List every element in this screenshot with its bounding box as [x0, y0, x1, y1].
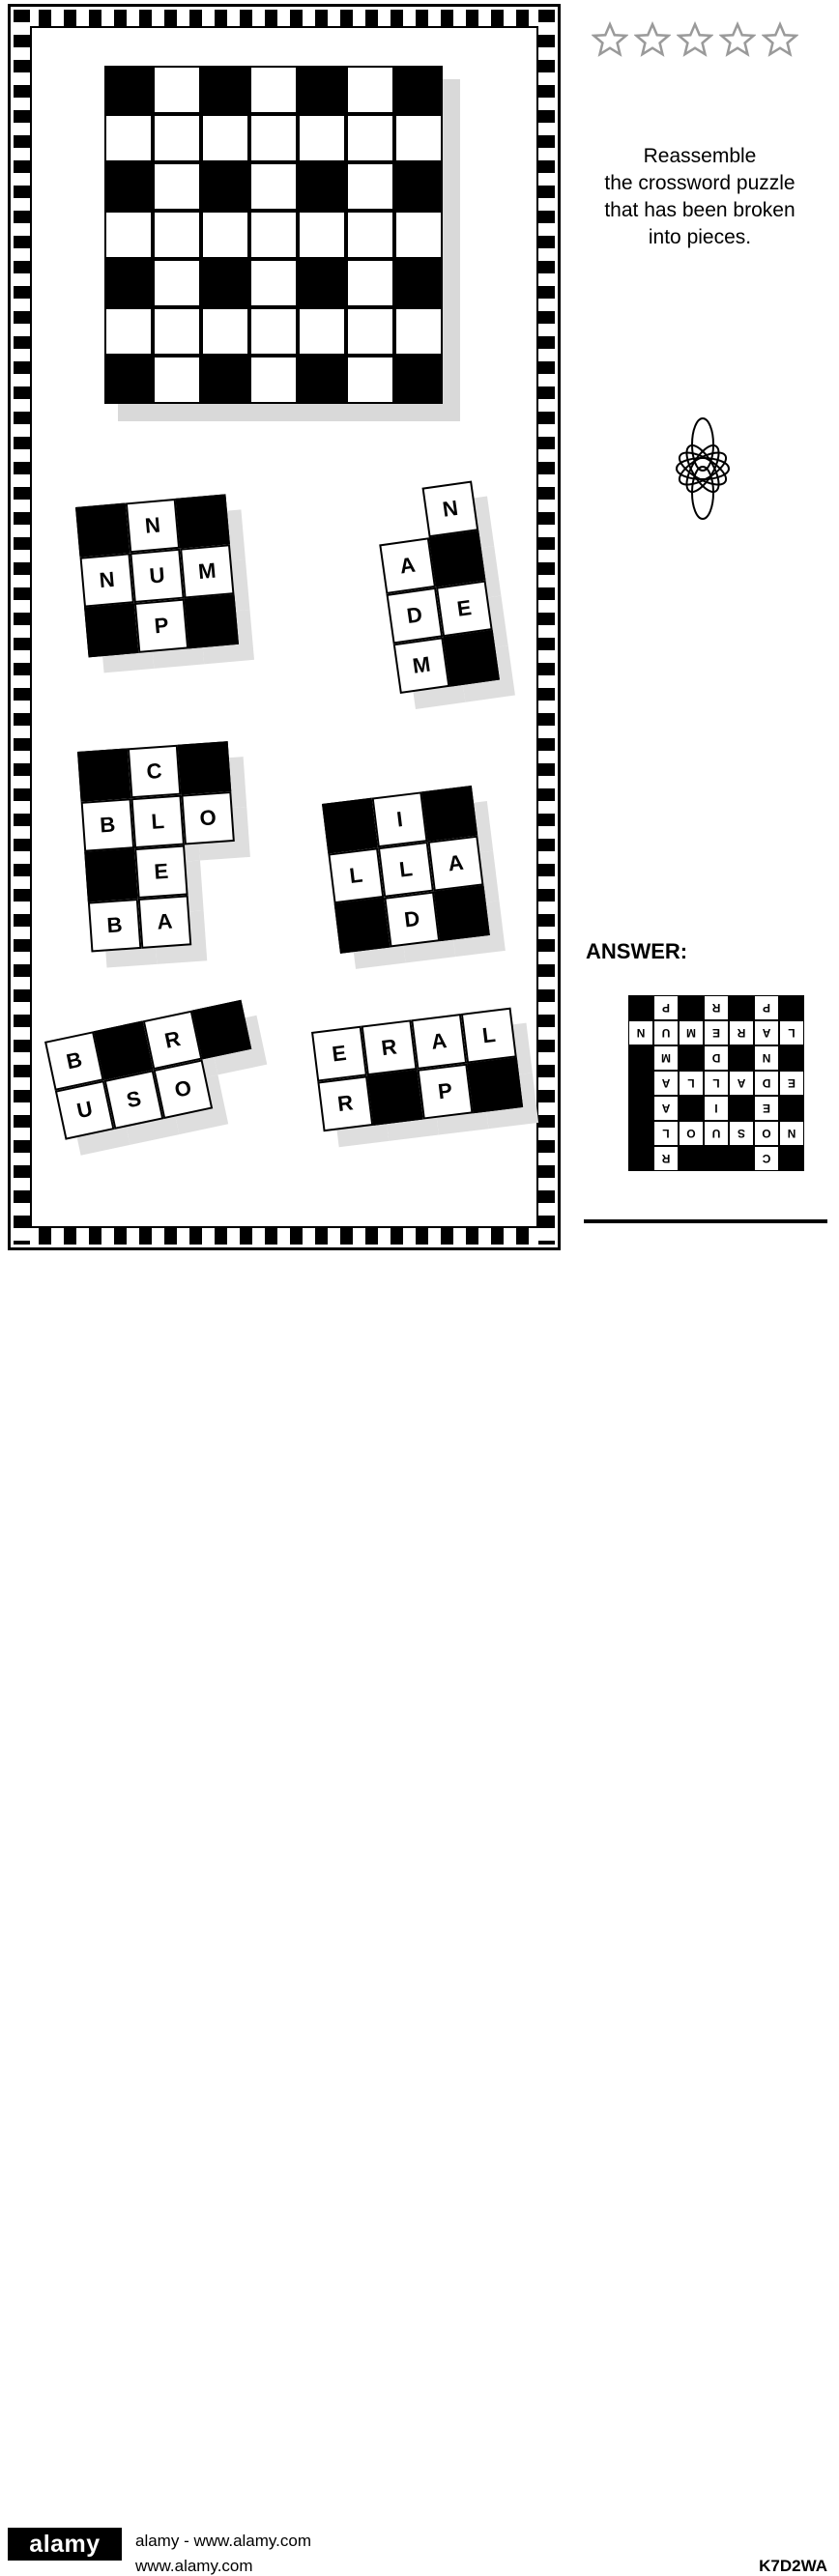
answer-label: ANSWER:	[586, 939, 688, 963]
grid-cell[interactable]	[201, 307, 249, 356]
answer-cell: L	[704, 1071, 729, 1096]
grid-cell[interactable]	[346, 162, 394, 211]
piece-cell[interactable]: S	[104, 1070, 164, 1130]
grid-cell[interactable]	[201, 259, 249, 307]
footer-image-id: K7D2WA	[759, 2557, 827, 2575]
answer-cell: U	[704, 1121, 729, 1146]
answer-cell	[779, 1045, 804, 1071]
grid-cell[interactable]	[249, 66, 298, 114]
answer-cell	[679, 1096, 704, 1121]
grid-cell[interactable]	[394, 356, 443, 404]
piece-cell[interactable]	[429, 530, 486, 587]
answer-cell	[729, 995, 754, 1020]
piece-cell[interactable]: A	[138, 895, 192, 949]
answer-cell	[729, 1096, 754, 1121]
piece-cell[interactable]: R	[317, 1075, 373, 1131]
flower-icon	[650, 415, 756, 522]
grid-cell[interactable]	[153, 259, 201, 307]
grid-cell[interactable]	[201, 211, 249, 259]
grid-cell[interactable]	[153, 66, 201, 114]
answer-cell	[704, 1146, 729, 1171]
piece-cell[interactable]: E	[134, 844, 188, 899]
grid-cell[interactable]	[298, 211, 346, 259]
grid-cell[interactable]	[249, 114, 298, 162]
answer-cell: D	[754, 1071, 779, 1096]
piece-cell[interactable]: C	[128, 745, 182, 799]
instruction-line-2: the crossword puzzle	[604, 172, 796, 194]
piece-cell[interactable]	[84, 603, 138, 657]
piece-cell[interactable]: D	[386, 587, 443, 644]
answer-cell: O	[679, 1121, 704, 1146]
answer-cell: U	[653, 1020, 679, 1045]
grid-cell[interactable]	[249, 356, 298, 404]
piece-cell[interactable]: A	[411, 1014, 467, 1070]
grid-cell[interactable]	[346, 307, 394, 356]
grid-cell[interactable]	[394, 259, 443, 307]
checkered-border-top	[14, 10, 555, 26]
answer-cell	[729, 1146, 754, 1171]
answer-grid	[603, 995, 804, 1171]
answer-cell	[779, 1146, 804, 1171]
piece-cell[interactable]: N	[80, 553, 134, 607]
answer-cell: N	[754, 1045, 779, 1071]
grid-cell[interactable]	[298, 259, 346, 307]
answer-cell: A	[729, 1071, 754, 1096]
star-icon[interactable]	[634, 21, 671, 58]
footer-url: www.alamy.com	[135, 2557, 253, 2575]
grid-cell[interactable]	[346, 259, 394, 307]
piece-cell[interactable]: L	[378, 842, 434, 898]
piece-cell[interactable]: I	[372, 791, 428, 847]
grid-cell[interactable]	[298, 307, 346, 356]
piece-cell[interactable]: E	[311, 1026, 367, 1082]
piece-cell[interactable]	[443, 630, 500, 687]
answer-cell: R	[704, 995, 729, 1020]
grid-cell[interactable]	[394, 211, 443, 259]
answer-cell: C	[754, 1146, 779, 1171]
answer-divider	[584, 1219, 827, 1223]
grid-cell[interactable]	[153, 162, 201, 211]
answer-cell: N	[779, 1121, 804, 1146]
grid-cell[interactable]	[394, 114, 443, 162]
grid-cell[interactable]	[201, 66, 249, 114]
piece-cell[interactable]	[176, 494, 230, 548]
grid-cell[interactable]	[104, 66, 153, 114]
answer-cell	[779, 1096, 804, 1121]
checkered-border-right	[538, 10, 555, 1245]
checkered-border-bottom	[14, 1228, 555, 1245]
answer-cell: L	[679, 1071, 704, 1096]
answer-cell: M	[653, 1045, 679, 1071]
instruction-line-3: that has been broken	[604, 199, 796, 221]
piece-cell[interactable]: N	[126, 499, 180, 553]
instruction-line-4: into pieces.	[648, 226, 752, 248]
piece-cell[interactable]: B	[81, 798, 135, 852]
grid-cell[interactable]	[346, 114, 394, 162]
grid-cell[interactable]	[394, 66, 443, 114]
piece-cell[interactable]	[77, 748, 131, 802]
answer-cell: A	[653, 1071, 679, 1096]
grid-cell[interactable]	[394, 307, 443, 356]
alamy-logo: alamy	[8, 2528, 122, 2561]
difficulty-rating	[592, 21, 804, 60]
answer-cell: D	[704, 1045, 729, 1071]
grid-cell[interactable]	[201, 162, 249, 211]
answer-cell: S	[729, 1121, 754, 1146]
grid-cell[interactable]	[104, 259, 153, 307]
answer-cell	[679, 1146, 704, 1171]
star-icon[interactable]	[719, 21, 756, 58]
footer-text: alamy - www.alamy.com	[135, 2532, 311, 2550]
answer-cell: N	[628, 1020, 653, 1045]
grid-cell[interactable]	[153, 307, 201, 356]
star-icon[interactable]	[592, 21, 628, 58]
grid-cell[interactable]	[153, 211, 201, 259]
piece-cell[interactable]: M	[180, 544, 234, 598]
grid-cell[interactable]	[104, 162, 153, 211]
grid-cell[interactable]	[346, 211, 394, 259]
piece-cell[interactable]: M	[393, 637, 450, 694]
checkered-border-left	[14, 10, 30, 1245]
piece-cell[interactable]: R	[362, 1019, 418, 1075]
grid-cell[interactable]	[153, 114, 201, 162]
piece-cell[interactable]	[367, 1070, 423, 1126]
stock-footer	[0, 1258, 839, 2575]
grid-cell[interactable]	[249, 259, 298, 307]
answer-cell: R	[729, 1020, 754, 1045]
piece-cell[interactable]: A	[379, 537, 436, 594]
answer-cell	[628, 1146, 653, 1171]
grid-cell[interactable]	[298, 356, 346, 404]
piece-cell[interactable]: B	[44, 1031, 104, 1091]
answer-cell: O	[754, 1121, 779, 1146]
answer-cell: E	[779, 1071, 804, 1096]
piece-cell[interactable]	[467, 1057, 523, 1113]
grid-cell[interactable]	[201, 114, 249, 162]
piece-cell[interactable]: U	[130, 549, 184, 603]
piece-cell[interactable]: N	[421, 481, 478, 538]
grid-cell[interactable]	[104, 307, 153, 356]
grid-cell[interactable]	[298, 162, 346, 211]
piece-cell[interactable]	[75, 502, 130, 557]
instruction-text	[572, 143, 827, 251]
grid-cell[interactable]	[394, 162, 443, 211]
answer-cell: I	[704, 1096, 729, 1121]
main-crossword-grid[interactable]	[104, 66, 447, 408]
piece-cell[interactable]: O	[154, 1059, 214, 1119]
piece-cell[interactable]	[178, 741, 232, 795]
piece-cell[interactable]	[84, 848, 138, 902]
answer-cell	[628, 1096, 653, 1121]
star-icon[interactable]	[677, 21, 713, 58]
grid-cell[interactable]	[104, 356, 153, 404]
answer-cell: A	[653, 1096, 679, 1121]
piece-cell[interactable]: L	[131, 795, 186, 849]
answer-cell	[679, 1045, 704, 1071]
answer-cell: E	[754, 1096, 779, 1121]
piece-cell[interactable]	[192, 1000, 252, 1060]
grid-cell[interactable]	[298, 66, 346, 114]
piece-cell[interactable]	[434, 885, 490, 941]
answer-cell: P	[754, 995, 779, 1020]
piece-cell[interactable]: L	[328, 847, 384, 903]
instruction-line-1: Reassemble	[643, 145, 757, 167]
piece-cell[interactable]: P	[418, 1064, 474, 1120]
answer-cell	[628, 995, 653, 1020]
piece-cell[interactable]	[185, 594, 239, 648]
answer-cell	[628, 1071, 653, 1096]
answer-cell	[628, 1045, 653, 1071]
answer-cell: E	[704, 1020, 729, 1045]
piece-cell[interactable]: A	[428, 836, 484, 892]
grid-cell[interactable]	[153, 356, 201, 404]
answer-cell: R	[653, 1146, 679, 1171]
piece-cell[interactable]: O	[181, 791, 235, 845]
piece-cell[interactable]: E	[436, 581, 493, 638]
grid-cell[interactable]	[249, 307, 298, 356]
grid-cell[interactable]	[298, 114, 346, 162]
grid-cell[interactable]	[249, 211, 298, 259]
piece-cell[interactable]: R	[143, 1011, 203, 1071]
grid-cell[interactable]	[249, 162, 298, 211]
grid-cell[interactable]	[346, 66, 394, 114]
answer-cell	[779, 995, 804, 1020]
piece-cell[interactable]	[421, 786, 477, 842]
piece-cell[interactable]	[334, 898, 391, 954]
answer-cell: L	[779, 1020, 804, 1045]
grid-cell[interactable]	[104, 114, 153, 162]
piece-cell[interactable]: B	[88, 899, 142, 953]
answer-cell: M	[679, 1020, 704, 1045]
piece-cell[interactable]: D	[384, 892, 440, 948]
piece-cell[interactable]	[322, 798, 378, 854]
piece-cell[interactable]: P	[134, 599, 188, 653]
grid-cell[interactable]	[346, 356, 394, 404]
answer-cell: L	[653, 1121, 679, 1146]
answer-cell: A	[754, 1020, 779, 1045]
star-icon[interactable]	[762, 21, 798, 58]
grid-cell[interactable]	[104, 211, 153, 259]
piece-cell[interactable]: L	[461, 1008, 517, 1064]
answer-cell	[628, 1121, 653, 1146]
answer-cell: P	[653, 995, 679, 1020]
piece-cell[interactable]: U	[55, 1080, 115, 1140]
answer-cell	[729, 1045, 754, 1071]
grid-cell[interactable]	[201, 356, 249, 404]
answer-cell	[679, 995, 704, 1020]
